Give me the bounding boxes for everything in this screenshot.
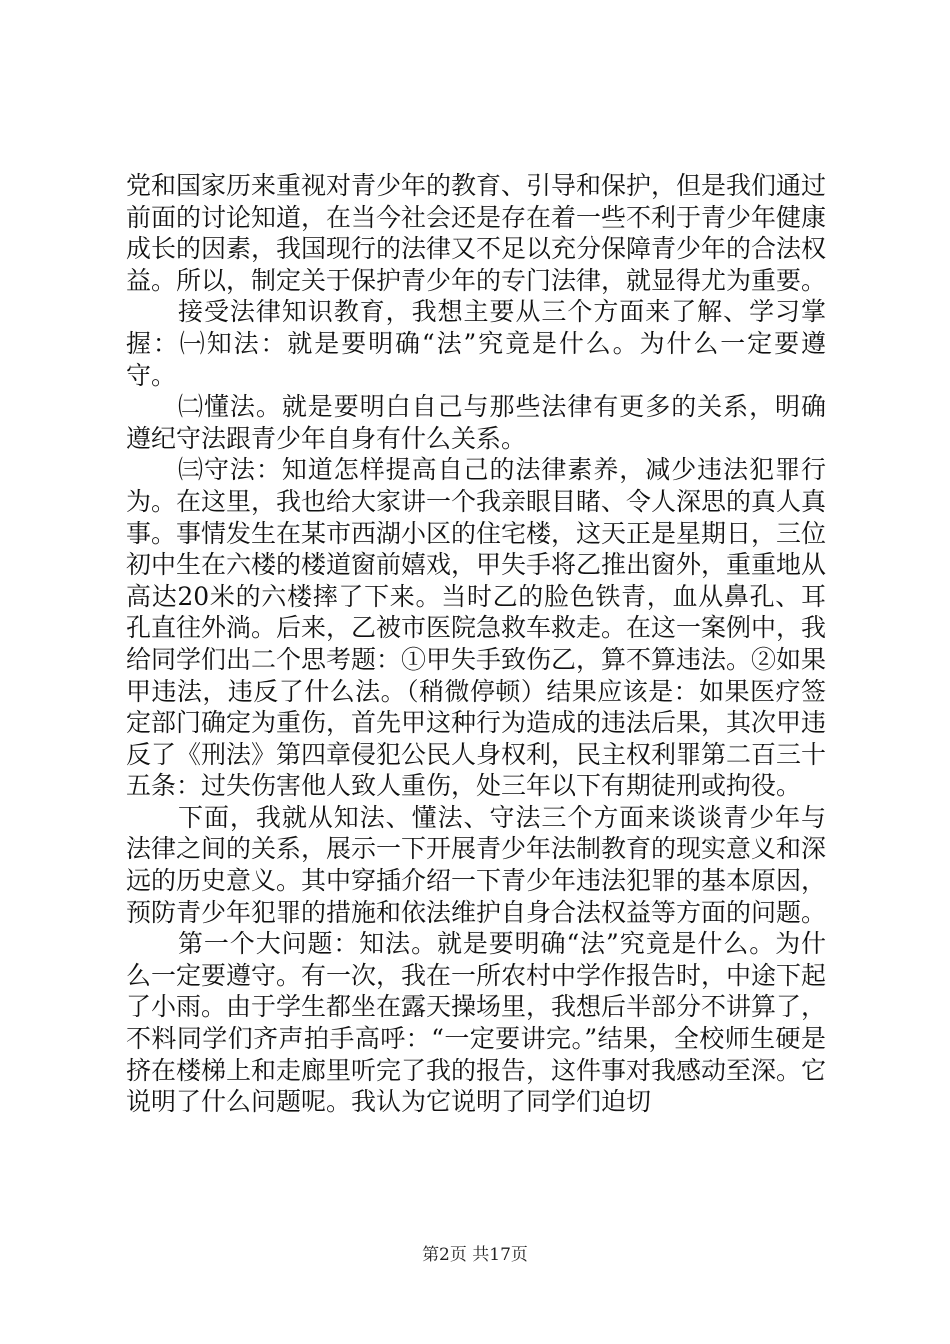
paragraph-4: ㈢守法：知道怎样提高自己的法律素养，减少违法犯罪行为。在这里，我也给大家讲一个我亲眼目睹、令人深思的真人真事。事情发生在某市西湖小区的住宅楼，这天正是星期日，三位初中生在六楼的楼道窗前嬉戏，甲失手将乙推出窗外，重重地从高达20米的六楼摔了下来。当时乙的脸色铁青，血从鼻孔、耳孔直往外淌。后来，乙被市医院急救车救走。在这一案例中，我给同学们出二个思考题：①甲失手致伤乙，算不算违法。②如果甲违法，违反了什么法。（稍微停顿）结果应该是：如果医疗签定部门确定为重伤，首先甲这种行为造成的违法后果，其次甲违反了《刑法》第四章侵犯公民人身权利，民主权利罪第二百三十五条：过失伤害他人致人重伤，处三年以下有期徒刑或拘役。 [126,455,827,801]
document-body [126,170,826,1118]
page-number-footer: 第2页 共17页 [422,1245,528,1265]
paragraph-1: 党和国家历来重视对青少年的教育、引导和保护，但是我们通过前面的讨论知道，在当今社会还是存在着一些不利于青少年健康成长的因素，我国现行的法律又不足以充分保障青少年的合法权益。所以，制定关于保护青少年的专门法律，就显得尤为重要。 [126,171,827,295]
paragraph-2: 接受法律知识教育，我想主要从三个方面来了解、学习掌握：㈠知法：就是要明确“法”究竟是什么。为什么一定要遵守。 [126,297,826,390]
paragraph-5: 下面，我就从知法、懂法、守法三个方面来谈谈青少年与法律之间的关系，展示一下开展青少年法制教育的现实意义和深远的历史意义。其中穿插介绍一下青少年违法犯罪的基本原因，预防青少年犯罪的措施和依法维护自身合法权益等方面的问题。 [126,802,827,927]
paragraph-6: 第一个大问题：知法。就是要明确“法”究竟是什么。为什么一定要遵守。有一次，我在一所农村中学作报告时，中途下起了小雨。由于学生都坐在露天操场里，我想后半部分不讲算了，不料同学们齐声拍手高呼：“一定要讲完。”结果，全校师生硬是挤在楼梯上和走廊里听完了我的报告，这件事对我感动至深。它说明了什么问题呢。我认为它说明了同学们迫切 [126,929,827,1117]
paragraph-3: ㈡懂法。就是要明白自己与那些法律有更多的关系，明确遵纪守法跟青少年自身有什么关系。 [126,392,826,453]
